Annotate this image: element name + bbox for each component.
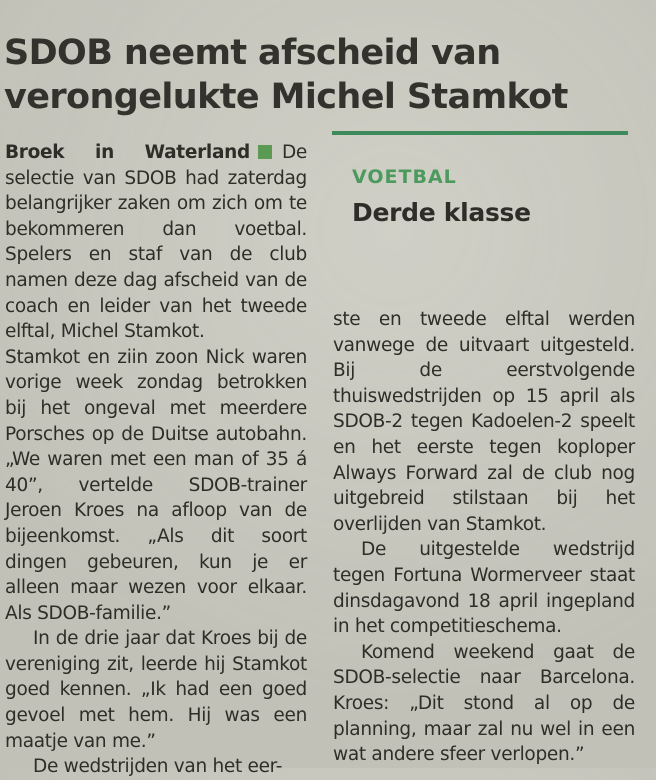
headline: SDOB neemt afscheid van verongelukte Michel Stamkot <box>4 33 568 118</box>
dateline: Broek in Waterland <box>5 142 250 163</box>
article-column-left <box>5 140 307 780</box>
paragraph: De uitgestelde wedstrijd tegen Fortuna Wormerveer staat dinsdagavond 18 april ingepland in het competitieschema. <box>333 539 635 638</box>
section-divider <box>332 131 628 135</box>
article-column-right <box>333 307 635 768</box>
paragraph: Komend weekend gaat de SDOB-selectie naar Barcelona. Kroes: „Dit stond al op de planning, maar zal nu wel in een wat andere sfeer verlopen.” <box>333 641 635 766</box>
section-kicker: VOETBAL <box>352 166 457 188</box>
section-title: Derde klasse <box>352 198 531 227</box>
paragraph <box>5 140 307 345</box>
paragraph: De wedstrijden van het eer- <box>33 756 283 778</box>
paragraph: ste en tweede elftal werden vanwege de uitvaart uitgesteld. Bij de eerstvolgende thuiswedstrijden op 15 april als SDOB-2 tegen Kadoelen-2 speelt en het eerste tegen koploper Always Forward zal de club nog uitgebreid stilstaan bij het overlijden van Stamkot. <box>333 309 635 535</box>
square-marker-icon <box>258 145 272 159</box>
paragraph: In de drie jaar dat Kroes bij de vereniging zit, leerde hij Stamkot goed kennen. „Ik had een goed gevoel met hem. Hij was een maatje van me.” <box>5 628 307 752</box>
paragraph-text: De selectie van SDOB had zaterdag belangrijker zaken om zich om te bekommeren dan voetbal. Spelers en staf van de club namen deze dag afscheid van de coach en leider van het tweede elftal, Michel Stamkot. <box>5 142 307 343</box>
paragraph: Stamkot en ziin zoon Nick waren vorige week zondag betrokken bij het ongeval met meerdere Porsches op de Duitse autobahn. „We waren met een man of 35 á 40”, vertelde SDOB-trainer Jeroen Kroes na afloop van de bijeenkomst. „Als dit soort dingen gebeuren, kun je er alleen maar wezen voor elkaar. Als SDOB-familie.” <box>5 346 307 624</box>
